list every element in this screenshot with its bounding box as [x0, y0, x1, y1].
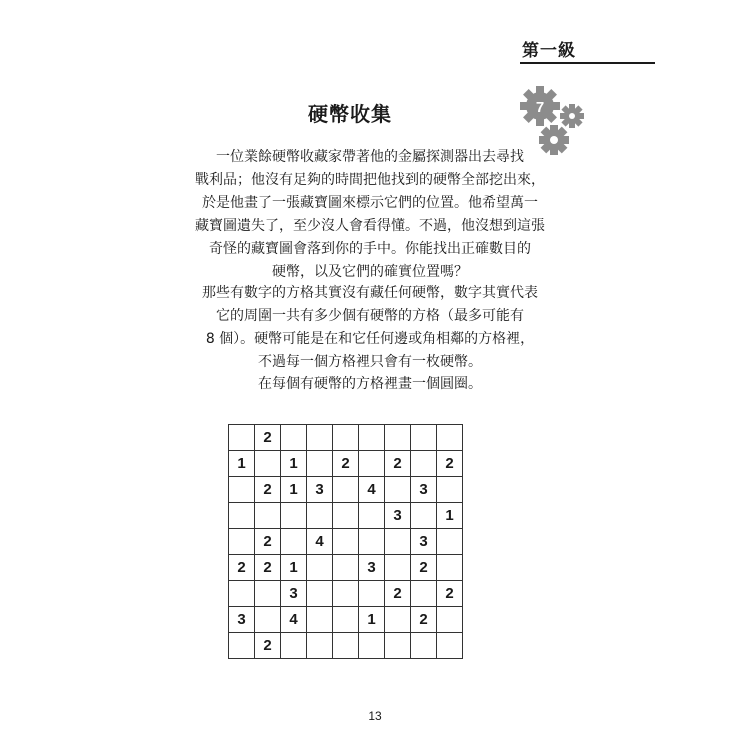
text-line: 硬幣，以及它們的確實位置嗎？ [272, 264, 468, 280]
page-title: 硬幣收集 [308, 102, 392, 126]
text-line: 那些有數字的方格其實沒有藏任何硬幣，數字其實代表 [202, 285, 538, 301]
clue-cell: 3 [229, 607, 255, 633]
empty-cell[interactable] [307, 451, 333, 477]
empty-cell[interactable] [359, 451, 385, 477]
clue-cell: 2 [411, 555, 437, 581]
empty-cell[interactable] [229, 581, 255, 607]
clue-cell: 2 [255, 555, 281, 581]
empty-cell[interactable] [229, 529, 255, 555]
empty-cell[interactable] [333, 503, 359, 529]
empty-cell[interactable] [307, 555, 333, 581]
empty-cell[interactable] [411, 425, 437, 451]
level-label: 第一級 [522, 41, 576, 61]
empty-cell[interactable] [411, 451, 437, 477]
empty-cell[interactable] [281, 529, 307, 555]
empty-cell[interactable] [411, 633, 437, 659]
clue-cell: 2 [255, 425, 281, 451]
grid-row [229, 555, 463, 581]
clue-cell: 2 [437, 581, 463, 607]
clue-cell: 2 [411, 607, 437, 633]
empty-cell[interactable] [385, 529, 411, 555]
empty-cell[interactable] [411, 581, 437, 607]
clue-cell: 3 [359, 555, 385, 581]
text-line: 它的周圍一共有多少個有硬幣的方格（最多可能有 [216, 308, 524, 324]
empty-cell[interactable] [281, 633, 307, 659]
empty-cell[interactable] [333, 477, 359, 503]
empty-cell[interactable] [385, 477, 411, 503]
clue-cell: 3 [411, 477, 437, 503]
empty-cell[interactable] [255, 607, 281, 633]
empty-cell[interactable] [359, 503, 385, 529]
clue-cell: 1 [437, 503, 463, 529]
empty-cell[interactable] [333, 555, 359, 581]
empty-cell[interactable] [385, 607, 411, 633]
empty-cell[interactable] [255, 503, 281, 529]
empty-cell[interactable] [437, 555, 463, 581]
clue-cell: 3 [411, 529, 437, 555]
clue-cell: 1 [281, 451, 307, 477]
empty-cell[interactable] [307, 503, 333, 529]
text-line: 一位業餘硬幣收藏家帶著他的金屬探測器出去尋找 [216, 149, 524, 165]
text-line: 藏寶圖遺失了，至少沒人會看得懂。不過，他沒想到這張 [195, 218, 545, 234]
empty-cell[interactable] [229, 633, 255, 659]
empty-cell[interactable] [359, 529, 385, 555]
clue-cell: 2 [437, 451, 463, 477]
empty-cell[interactable] [333, 529, 359, 555]
empty-cell[interactable] [255, 451, 281, 477]
puzzle-grid [228, 424, 463, 659]
grid-row [229, 607, 463, 633]
empty-cell[interactable] [281, 425, 307, 451]
clue-cell: 2 [255, 477, 281, 503]
text-line: 奇怪的藏寶圖會落到你的手中。你能找出正確數目的 [209, 241, 531, 257]
text-line: 不過每一個方格裡只會有一枚硬幣。 [258, 354, 482, 370]
clue-cell: 4 [359, 477, 385, 503]
clue-cell: 2 [385, 581, 411, 607]
empty-cell[interactable] [359, 633, 385, 659]
level-header [520, 32, 655, 64]
empty-cell[interactable] [385, 425, 411, 451]
clue-cell: 3 [307, 477, 333, 503]
text-line: 8 個）。硬幣可能是在和它任何邊或角相鄰的方格裡， [205, 331, 535, 347]
grid-row [229, 529, 463, 555]
clue-cell: 4 [307, 529, 333, 555]
grid-row [229, 633, 463, 659]
empty-cell[interactable] [307, 633, 333, 659]
clue-cell: 1 [281, 477, 307, 503]
empty-cell[interactable] [333, 633, 359, 659]
clue-cell: 3 [385, 503, 411, 529]
clue-cell: 2 [385, 451, 411, 477]
empty-cell[interactable] [359, 425, 385, 451]
empty-cell[interactable] [359, 581, 385, 607]
empty-cell[interactable] [437, 529, 463, 555]
text-line: 在每個有硬幣的方格裡畫一個圓圈。 [258, 376, 482, 392]
empty-cell[interactable] [307, 581, 333, 607]
empty-cell[interactable] [229, 503, 255, 529]
empty-cell[interactable] [229, 477, 255, 503]
clue-cell: 4 [281, 607, 307, 633]
empty-cell[interactable] [333, 607, 359, 633]
empty-cell[interactable] [385, 633, 411, 659]
clue-cell: 3 [281, 581, 307, 607]
text-line: 戰利品；他沒有足夠的時間把他找到的硬幣全部挖出來， [195, 172, 545, 188]
empty-cell[interactable] [333, 581, 359, 607]
rules-paragraph [170, 282, 570, 374]
clue-cell: 2 [255, 529, 281, 555]
empty-cell[interactable] [437, 425, 463, 451]
text-line: 於是他畫了一張藏寶圖來標示它們的位置。他希望萬一 [202, 195, 538, 211]
empty-cell[interactable] [437, 477, 463, 503]
empty-cell[interactable] [385, 555, 411, 581]
instruction-paragraph [170, 373, 570, 396]
grid-row [229, 503, 463, 529]
clue-cell: 2 [229, 555, 255, 581]
empty-cell[interactable] [307, 425, 333, 451]
empty-cell[interactable] [333, 425, 359, 451]
grid-row [229, 451, 463, 477]
clue-cell: 1 [229, 451, 255, 477]
page-number: 13 [368, 709, 382, 723]
clue-cell: 1 [281, 555, 307, 581]
grid-row [229, 477, 463, 503]
empty-cell[interactable] [437, 607, 463, 633]
empty-cell[interactable] [255, 581, 281, 607]
clue-cell: 2 [333, 451, 359, 477]
grid-row [229, 581, 463, 607]
grid-row [229, 425, 463, 451]
clue-cell: 1 [359, 607, 385, 633]
empty-cell[interactable] [229, 425, 255, 451]
badge-number: 7 [535, 99, 545, 116]
intro-paragraph [170, 146, 570, 284]
empty-cell[interactable] [281, 503, 307, 529]
empty-cell[interactable] [437, 633, 463, 659]
empty-cell[interactable] [411, 503, 437, 529]
clue-cell: 2 [255, 633, 281, 659]
empty-cell[interactable] [307, 607, 333, 633]
